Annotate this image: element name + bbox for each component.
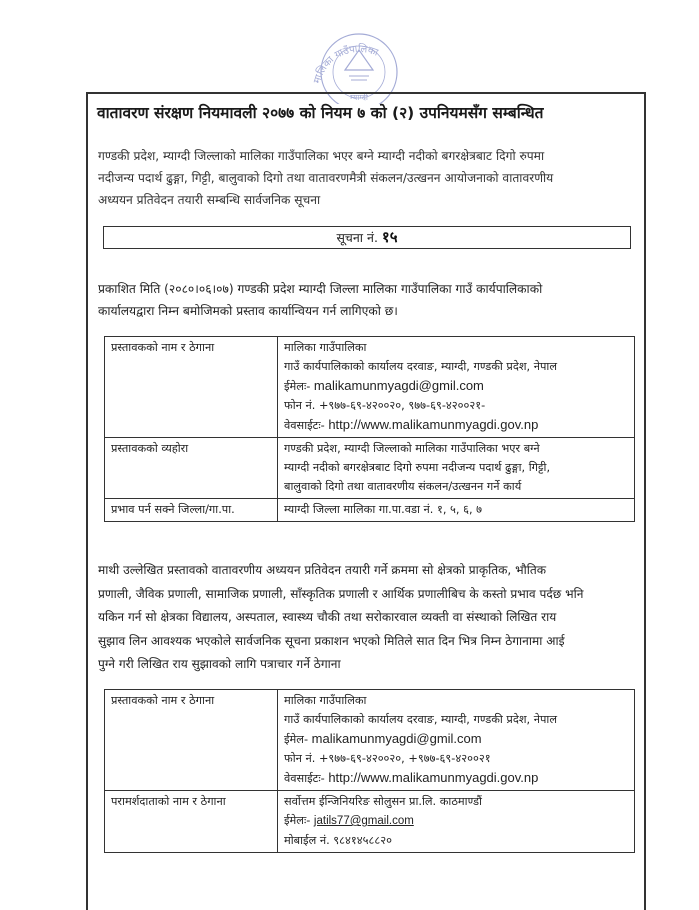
proponent-value-cell xyxy=(278,337,635,438)
proponent-label-cell xyxy=(105,690,278,791)
details-line: बालुवाको दिगो तथा वातावरणीय संकलन/उत्खनन गर्ने कार्य xyxy=(284,480,522,493)
published-statement xyxy=(98,278,638,322)
table-row xyxy=(105,690,635,791)
intro-line: अध्ययन प्रतिवेदन तयारी सम्बन्धि सार्वजनिक सूचना xyxy=(98,193,321,207)
intro-text xyxy=(98,145,638,211)
para-line: पुग्ने गरी लिखित राय सुझावको लागि पत्राचार गर्ने ठेगाना xyxy=(98,657,341,671)
proponent-email[interactable]: malikamunmyagdi@gmil.com xyxy=(311,731,482,746)
email-label: ईमेलः- xyxy=(284,380,311,393)
intro-line: गण्डकी प्रदेश, म्याग्दी जिल्लाको मालिका गाउँपालिका भएर बग्ने म्याग्दी नदीको बगरक्षेत्रबाट दिगो रुपमा xyxy=(98,149,545,163)
details-label-cell xyxy=(105,438,278,499)
affected-label: प्रभाव पर्न सक्ने जिल्ला/गा.पा. xyxy=(111,503,235,516)
proponent-phone: फोन नं. +९७७-६९-४२००२०, +९७७-६९-४२००२१ xyxy=(284,752,491,765)
proponent-value-cell xyxy=(278,690,635,791)
para-line: सुझाव लिन आवश्यक भएकोले सार्वजनिक सूचना प्रकाशन भएको मितिले सात दिन भित्र निम्न ठेगानामा आई xyxy=(98,633,565,648)
proponent-label-cell xyxy=(105,337,278,438)
consultant-email-line xyxy=(284,811,630,831)
table-row xyxy=(105,791,635,853)
table-row xyxy=(105,438,635,499)
stamp-arc-text: मालिका गाउँपालिका xyxy=(311,43,380,85)
consultant-email[interactable]: jatils77@gmail.com xyxy=(313,815,414,827)
published-line: कार्यालयद्वारा निम्न बमोजिमको प्रस्ताव कार्यान्वियन गर्न लागिएको छ। xyxy=(98,304,398,318)
contact-info-table xyxy=(104,689,635,853)
details-line: म्याग्दी नदीको बगरक्षेत्रबाट दिगो रुपमा नदीजन्य पदार्थ ढुङ्गा, गिट्टी, xyxy=(284,461,551,474)
affected-value: म्याग्दी जिल्ला मालिका गा.पा.वडा नं. १, ५, ६, ७ xyxy=(284,503,483,516)
proponent-name: मालिका गाउँपालिका xyxy=(284,694,367,707)
para-line: माथी उल्लेखित प्रस्तावको वातावरणीय अध्ययन प्रतिवेदन तयारी गर्ने क्रममा सो क्षेत्रको प्राकृतिक, भौतिक xyxy=(98,563,547,577)
para-line: यकिन गर्न सो क्षेत्रका विद्यालय, अस्पताल, स्वास्थ्य चौकी तथा सरोकारवाल व्यक्ती वा संस्थाको लिखित राय xyxy=(98,610,557,624)
notice-heading: वातावरण संरक्षण नियमावली २०७७ को नियम ७ को (२) उपनियमसँग सम्बन्धित xyxy=(97,104,544,122)
table-row xyxy=(105,337,635,438)
details-value-cell xyxy=(278,438,635,499)
proponent-website-link[interactable]: http://www.malikamunmyagdi.gov.np xyxy=(328,417,539,432)
consultant-name: सर्वोत्तम ईन्जिनियरिङ सोलुसन प्रा.लि. काठमाण्डौं xyxy=(284,795,482,808)
consultant-value-cell xyxy=(278,791,635,853)
notice-number: १५ xyxy=(381,228,398,246)
intro-line: नदीजन्य पदार्थ ढुङ्गा, गिट्टी, बालुवाको दिगो तथा वातावरणमैत्री संकलन/उत्खनन आयोजनाको वातावरणीय xyxy=(98,171,554,185)
website-label: वेवसाईटः- xyxy=(284,772,325,785)
details-line: गण्डकी प्रदेश, म्याग्दी जिल्लाको मालिका गाउँपालिका भएर बग्ने xyxy=(284,442,540,455)
proponent-label: प्रस्तावकको नाम र ठेगाना xyxy=(111,341,215,354)
proponent-info-table xyxy=(104,336,635,522)
details-label: प्रस्तावकको व्यहोरा xyxy=(111,442,189,455)
proponent-website-line xyxy=(284,415,630,435)
proponent-website-link[interactable]: http://www.malikamunmyagdi.gov.np xyxy=(328,770,539,785)
email-label: ईमेल- xyxy=(284,733,309,746)
stamp-lower-text: म्याग्दी xyxy=(350,93,368,102)
proponent-address: गाउँ कार्यपालिकाको कार्यालय दरवाङ, म्याग्दी, गण्डकी प्रदेश, नेपाल xyxy=(284,713,557,726)
consultant-email-label: ईमेलः- xyxy=(284,814,311,827)
para-line: प्रणाली, जैविक प्रणाली, सामाजिक प्रणाली, साँस्कृतिक प्रणाली र आर्थिक प्रणालीबिच के कस्तो प्रभाव पर्दछ भनि xyxy=(98,586,584,601)
notice-number-box xyxy=(103,226,631,249)
proponent-phone: फोन नं. +९७७-६९-४२००२०, ९७७-६९-४२००२१- xyxy=(284,399,486,412)
affected-value-cell xyxy=(278,499,635,522)
notice-label: सूचना नं. xyxy=(336,230,378,245)
proponent-name: मालिका गाउँपालिका xyxy=(284,341,367,354)
proponent-website-line xyxy=(284,768,630,788)
published-line: प्रकाशित मिति (२०८०।०६।०७) गण्डकी प्रदेश म्याग्दी जिल्ला मालिका गाउँपालिका गाउँ कार्यपालिकाको xyxy=(98,282,543,296)
proponent-address: गाउँ कार्यपालिकाको कार्यालय दरवाङ, म्याग्दी, गण्डकी प्रदेश, नेपाल xyxy=(284,360,557,373)
consultant-label: परामर्शदाताको नाम र ठेगाना xyxy=(111,795,226,808)
table-row xyxy=(105,499,635,522)
proponent-email-line xyxy=(284,376,630,396)
affected-label-cell xyxy=(105,499,278,522)
proponent-label: प्रस्तावकको नाम र ठेगाना xyxy=(111,694,215,707)
comment-request-paragraph xyxy=(98,559,643,677)
consultant-label-cell xyxy=(105,791,278,853)
proponent-email[interactable]: malikamunmyagdi@gmil.com xyxy=(313,378,484,393)
proponent-email-line xyxy=(284,729,630,749)
website-label: वेवसाईटः- xyxy=(284,419,325,432)
consultant-mobile: मोबाईल नं. ९८४१४५८८२० xyxy=(284,834,393,847)
